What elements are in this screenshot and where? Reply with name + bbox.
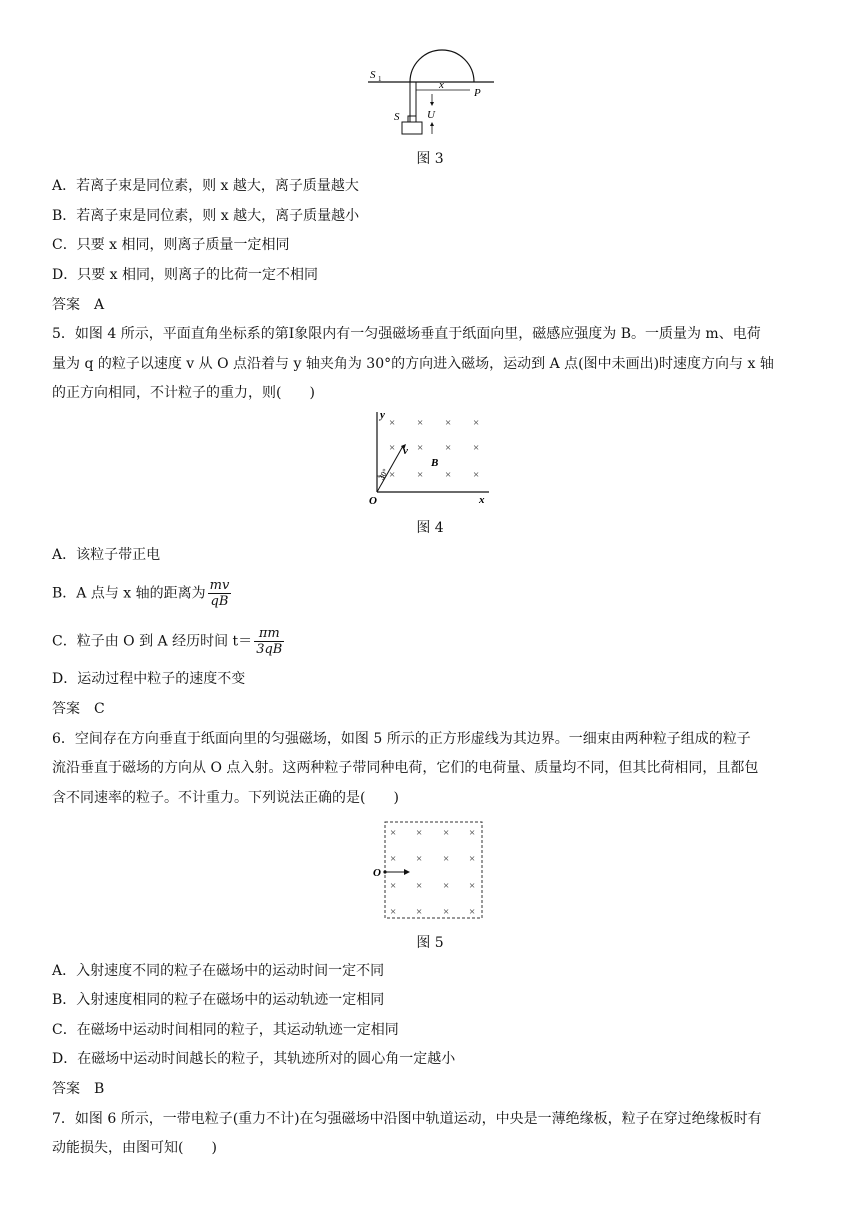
fraction-denominator: qB bbox=[210, 594, 229, 609]
fig3-label-s: S bbox=[394, 111, 400, 123]
fig5-cross: × bbox=[443, 906, 450, 918]
fig5-cross: × bbox=[469, 880, 476, 892]
q6-option-d: D．在磁场中运动时间越长的粒子，其轨迹所对的圆心角一定越小 bbox=[52, 1051, 456, 1067]
q6-option-c: C．在磁场中运动时间相同的粒子，其运动轨迹一定相同 bbox=[52, 1022, 399, 1038]
fraction-numerator: mv bbox=[209, 578, 230, 593]
q5-option-c-text: C．粒子由 O 到 A 经历时间 t＝ bbox=[52, 633, 253, 650]
fig5-cross: × bbox=[416, 853, 423, 865]
q5-option-b-fraction bbox=[208, 578, 232, 609]
fig4-angle-label: 30° bbox=[376, 467, 391, 482]
fig4-b-label: B bbox=[431, 457, 439, 469]
fig5-cross: × bbox=[416, 880, 423, 892]
q6-answer: 答案 B bbox=[52, 1081, 105, 1097]
fig3-label-p: P bbox=[474, 87, 481, 99]
fig4-cross: × bbox=[445, 442, 452, 454]
figure-5-caption: 图 5 bbox=[416, 935, 444, 951]
fig5-cross: × bbox=[390, 880, 397, 892]
fig3-label-u: U bbox=[427, 109, 435, 121]
fig3-label-s1-sub: 1 bbox=[378, 75, 382, 83]
fig4-cross: × bbox=[389, 442, 396, 454]
q6-stem-line-3: 含不同速率的粒子。不计重力。下列说法正确的是( ) bbox=[52, 790, 399, 806]
q6-option-a: A．入射速度不同的粒子在磁场中的运动时间一定不同 bbox=[52, 963, 385, 979]
fig4-cross: × bbox=[389, 417, 396, 429]
q7-stem-line-2: 动能损失，由图可知( ) bbox=[52, 1140, 217, 1156]
fig5-origin-label: O bbox=[373, 867, 381, 879]
fig5-cross: × bbox=[443, 853, 450, 865]
q6-option-b: B．入射速度相同的粒子在磁场中的运动轨迹一定相同 bbox=[52, 992, 385, 1008]
figure-4-caption: 图 4 bbox=[416, 520, 444, 536]
q5-option-a: A．该粒子带正电 bbox=[52, 547, 161, 563]
q5-option-c-fraction bbox=[254, 626, 284, 657]
fig4-cross: × bbox=[445, 469, 452, 481]
q5-stem-line-2: 量为 q 的粒子以速度 v 从 O 点沿着与 y 轴夹角为 30°的方向进入磁场，运动到 A 点(图中未画出)时速度方向与 x 轴 bbox=[52, 356, 774, 372]
fig4-v-label: v bbox=[403, 445, 408, 457]
fig4-cross: × bbox=[445, 417, 452, 429]
q5-stem-line-3: 的正方向相同，不计粒子的重力，则( ) bbox=[52, 385, 315, 401]
fig4-x-label: x bbox=[479, 494, 485, 506]
q6-stem-line-1: 6．空间存在方向垂直于纸面向里的匀强磁场，如图 5 所示的正方形虚线为其边界。一细束由两种粒子组成的粒子 bbox=[52, 731, 751, 747]
q4-answer: 答案 A bbox=[52, 297, 105, 313]
q5-option-d: D．运动过程中粒子的速度不变 bbox=[52, 671, 246, 687]
fig5-cross: × bbox=[416, 827, 423, 839]
fig5-cross: × bbox=[469, 853, 476, 865]
q4-option-d: D．只要 x 相同，则离子的比荷一定不相同 bbox=[52, 267, 319, 283]
fig4-cross: × bbox=[389, 469, 396, 481]
fig3-label-s1: S bbox=[370, 69, 376, 81]
fig4-y-label: y bbox=[380, 409, 385, 421]
fig5-cross: × bbox=[443, 827, 450, 839]
fig4-cross: × bbox=[417, 442, 424, 454]
fig4-cross: × bbox=[473, 417, 480, 429]
q7-stem-line-1: 7．如图 6 所示，一带电粒子(重力不计)在匀强磁场中沿图中轨道运动，中央是一薄绝缘板，粒子在穿过绝缘板时有 bbox=[52, 1111, 762, 1127]
fig5-cross: × bbox=[416, 906, 423, 918]
q5-stem-line-1: 5．如图 4 所示，平面直角坐标系的第Ⅰ象限内有一匀强磁场垂直于纸面向里，磁感应强度为 B。一质量为 m、电荷 bbox=[52, 326, 761, 342]
figure-5-square-field bbox=[370, 818, 490, 922]
q5-option-b bbox=[52, 578, 810, 609]
fig4-cross: × bbox=[473, 469, 480, 481]
fig4-cross: × bbox=[417, 469, 424, 481]
fig4-cross: × bbox=[417, 417, 424, 429]
fig5-cross: × bbox=[469, 906, 476, 918]
fig5-cross: × bbox=[390, 827, 397, 839]
fig4-cross: × bbox=[473, 442, 480, 454]
fig5-cross: × bbox=[443, 880, 450, 892]
fig5-cross: × bbox=[390, 906, 397, 918]
figure-3-caption: 图 3 bbox=[416, 151, 444, 167]
q6-stem-line-2: 流沿垂直于磁场的方向从 O 点入射。这两种粒子带同种电荷，它们的电荷量、质量均不同，但其比荷相同，且都包 bbox=[52, 760, 759, 776]
fraction-numerator: πm bbox=[254, 626, 284, 642]
figure-4-coordinate-field bbox=[365, 406, 495, 510]
q5-answer: 答案 C bbox=[52, 701, 105, 717]
q5-option-c bbox=[52, 626, 810, 657]
q4-option-b: B．若离子束是同位素，则 x 越大，离子质量越小 bbox=[52, 208, 360, 224]
fig4-origin-label: O bbox=[369, 495, 377, 507]
figure-3-mass-spectrometer bbox=[360, 40, 510, 140]
fig3-label-x: x bbox=[439, 79, 444, 91]
q4-option-c: C．只要 x 相同，则离子质量一定相同 bbox=[52, 237, 290, 253]
q4-option-a: A．若离子束是同位素，则 x 越大，离子质量越大 bbox=[52, 178, 359, 194]
fig5-cross: × bbox=[390, 853, 397, 865]
fig5-cross: × bbox=[469, 827, 476, 839]
fraction-denominator: 3qB bbox=[256, 642, 283, 657]
q5-option-b-text: B．A 点与 x 轴的距离为 bbox=[52, 585, 206, 602]
